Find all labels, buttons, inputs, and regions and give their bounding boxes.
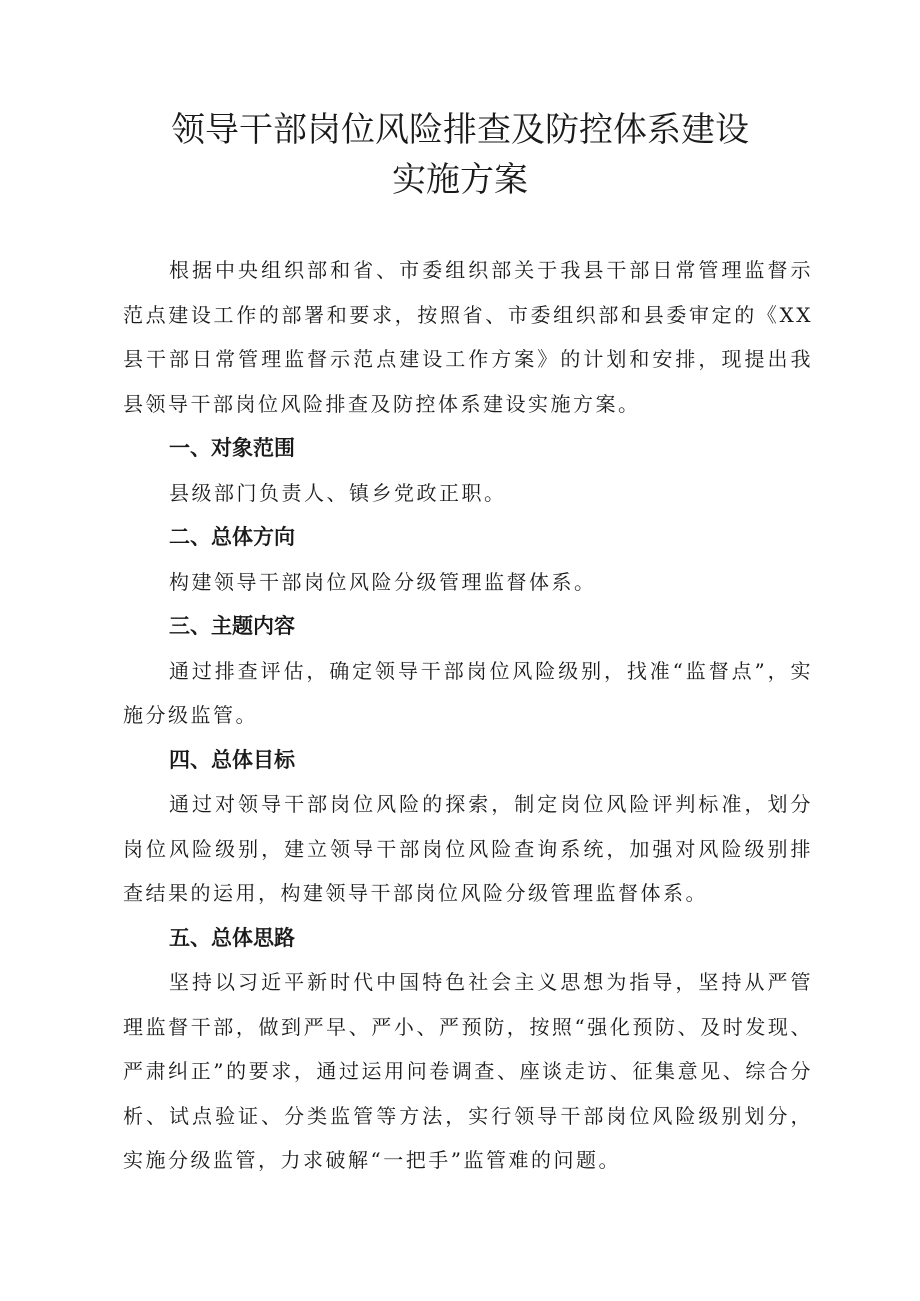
section-text-goal: 通过对领导干部岗位风险的探索，制定岗位风险评判标准，划分岗位风险级别，建立领导干部岗位风险查询系统，加强对风险级别排查结果的运用，构建领导干部岗位风险分级管理监督体系。 (123, 792, 813, 905)
document-title-line2: 实施方案 (392, 160, 528, 200)
section-text-direction: 构建领导干部岗位风险分级管理监督体系。 (169, 569, 597, 594)
section-heading-content: 三、主题内容 (169, 614, 295, 638)
document-title-line1: 领导干部岗位风险排查及防控体系建设 (171, 110, 749, 150)
section-text-content: 通过排查评估，确定领导干部岗位风险级别，找准“监督点”，实施分级监管。 (123, 658, 813, 727)
section-heading-approach: 五、总体思路 (169, 925, 295, 950)
document-body (123, 248, 813, 1183)
section-heading-scope: 一、对象范围 (169, 436, 295, 460)
section-text-scope: 县级部门负责人、镇乡党政正职。 (169, 480, 507, 505)
intro-paragraph: 根据中央组织部和省、市委组织部关于我县干部日常管理监督示范点建设工作的部署和要求，按照省、市委组织部和县委审定的《XX县干部日常管理监督示范点建设工作方案》的计划和安排，现提出我县领导干部岗位风险排查及防控体系建设实施方案。 (123, 258, 813, 416)
section-heading-goal: 四、总体目标 (169, 747, 295, 772)
section-heading-direction: 二、总体方向 (169, 525, 295, 549)
section-text-approach: 坚持以习近平新时代中国特色社会主义思想为指导，坚持从严管理监督干部，做到严早、严小、严预防，按照“强化预防、及时发现、严肃纠正”的要求，通过运用问卷调查、座谈走访、征集意见、综合分析、试点验证、分类监管等方法，实行领导干部岗位风险级别划分，实施分级监管，力求破解“一把手”监管难的问题。 (123, 970, 813, 1172)
